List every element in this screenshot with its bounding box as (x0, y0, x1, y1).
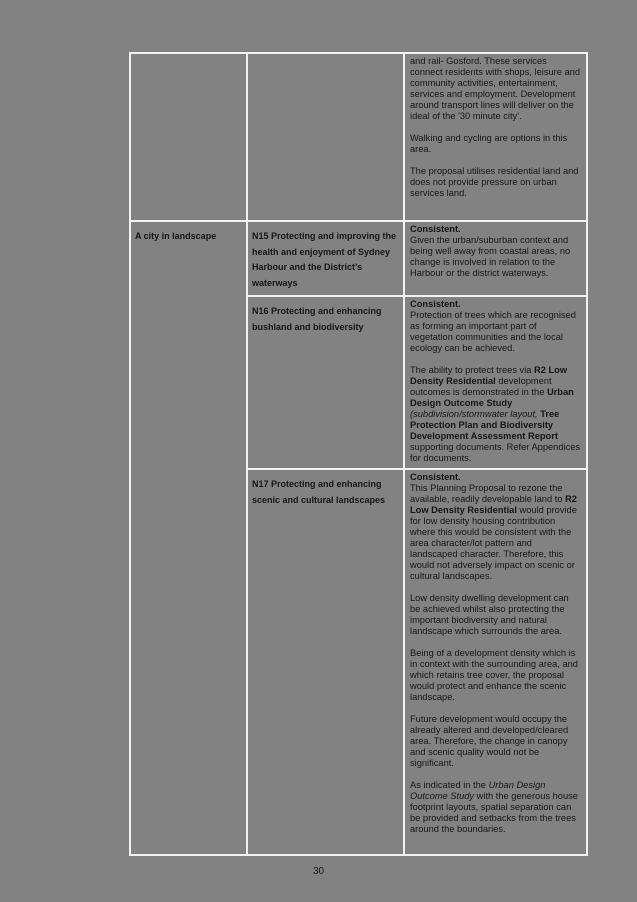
assessment-paragraph: Protection of trees which are recognised as forming an important part of vegetation communities and the local ecology can be achieved. (410, 310, 576, 353)
assessment-cell (404, 53, 587, 221)
assessment-paragraph: The proposal utilises residential land and does not provide pressure on urban services land. (410, 166, 579, 198)
assessment-paragraph: As indicated in the Urban Design Outcome Study with the generous house footprint layouts, spatial separation can be provided and setbacks from the trees around the boundaries. (410, 780, 578, 834)
assessment-heading: Consistent. (410, 224, 461, 234)
consistency-table (129, 52, 588, 856)
direction-cell-n17: N17 Protecting and enhancing scenic and cultural landscapes (247, 469, 404, 855)
theme-cell: A city in landscape (130, 221, 247, 855)
assessment-paragraph: Given the urban/suburban context and being well away from coastal areas, no change is involved in relation to the Harbour or the district waterways. (410, 235, 571, 278)
assessment-cell (404, 221, 587, 296)
assessment-paragraph: This Planning Proposal to rezone the available, readily developable land to R2 Low Density Residential would provide for low density housing contribution where this would be consistent with the area character/lot pattern and landscaped character. Therefore, this would not adversely impact on scenic or cultural landscapes. (410, 483, 577, 581)
assessment-cell (404, 469, 587, 855)
table-row (130, 53, 587, 221)
assessment-heading: Consistent. (410, 299, 461, 309)
assessment-paragraph: Low density dwelling development can be achieved whilst also protecting the important biodiversity and natural landscape which surrounds the area. (410, 593, 569, 636)
assessment-paragraph: The ability to protect trees via R2 Low Density Residential development outcomes is demonstrated in the Urban Design Outcome Study (subdivision/stormwater layout, Tree Protection Plan and Biodiversity Development Assessment Report supporting documents. Refer Appendices for documents. (410, 365, 581, 463)
theme-cell-empty (130, 53, 247, 221)
assessment-heading: Consistent. (410, 472, 461, 482)
assessment-paragraph: and rail- Gosford. These services connect residents with shops, leisure and community activities, entertainment, services and employment. Development around transport lines will deliver on the ideal of the '30 minute city'. (410, 56, 581, 121)
assessment-cell (404, 296, 587, 469)
direction-cell-n16: N16 Protecting and enhancing bushland and biodiversity (247, 296, 404, 469)
direction-cell-n15: N15 Protecting and improving the health and enjoyment of Sydney Harbour and the District's waterways (247, 221, 404, 296)
table-row (130, 221, 587, 296)
assessment-paragraph: Being of a development density which is in context with the surrounding area, and which retains tree cover, the proposal would protect and enhance the scenic landscape. (410, 648, 578, 702)
direction-cell-empty (247, 53, 404, 221)
assessment-paragraph: Walking and cycling are options in this area. (410, 133, 568, 154)
page-number: 30 (312, 866, 325, 877)
assessment-paragraph: Future development would occupy the already altered and developed/cleared area. Therefore, the change in canopy and scenic quality would not be significant. (410, 714, 569, 768)
